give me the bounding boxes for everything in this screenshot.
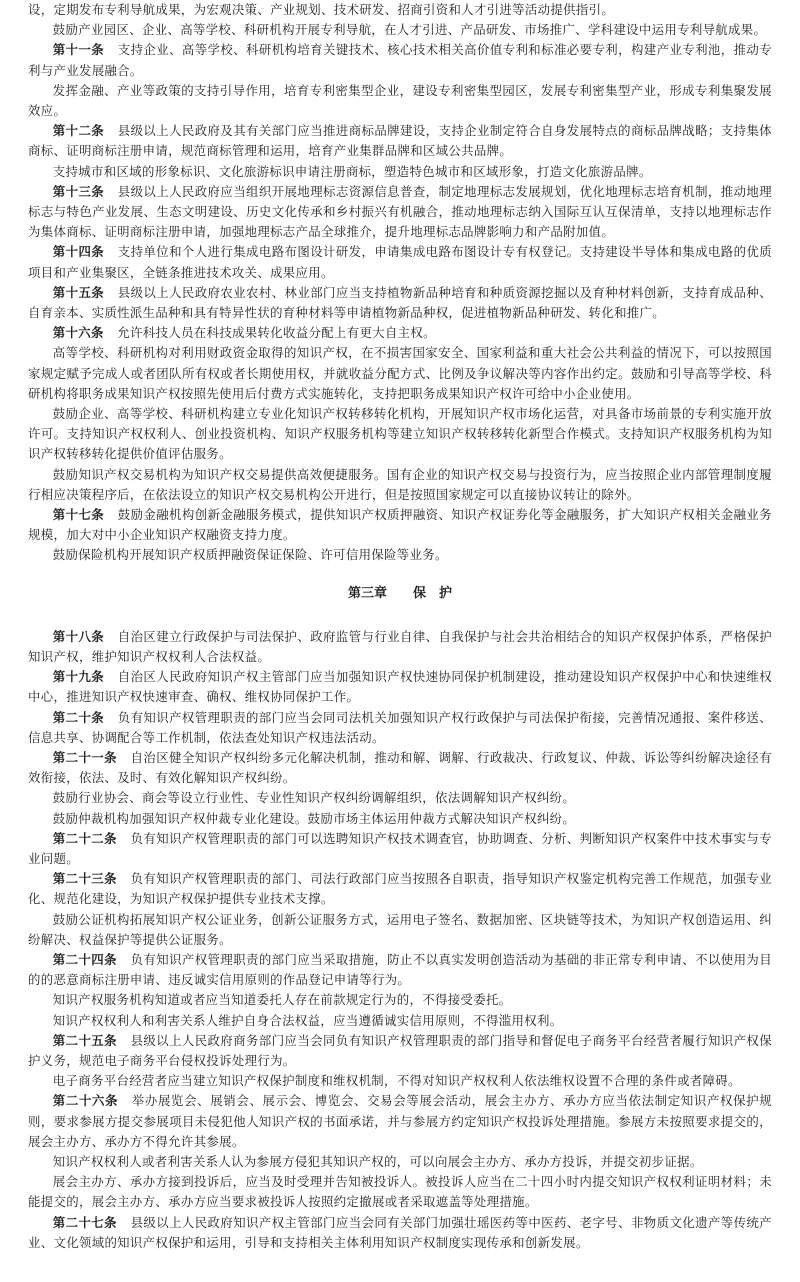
body-paragraph	[28, 20, 772, 40]
paragraph-text: 县级以上人民政府商务部门应当会同负有知识产权管理职责的部门指导和督促电子商务平台经营者履行知识产权保护义务，规范电子商务平台侵权投诉处理行为。	[28, 1032, 773, 1068]
article-number: 第十八条	[52, 628, 105, 644]
article-number: 第十三条	[52, 183, 105, 199]
article-number: 第二十二条	[52, 830, 117, 846]
paragraph-text: 县级以上人民政府应当组织开展地理标志资源信息普查，制定地理标志发展规划，优化地理标志培育机制，推动地理标志与特色产业发展、生态文明建设、历史文化传承和乡村振兴有机融合，推动地理标志纳入国际互认互保清单，支持以地理标志作为集体商标、证明商标注册申请，加强地理标志产品全球推介，提升地理标志品牌影响力和产品附加值。	[28, 183, 772, 240]
document-page	[28, 0, 772, 1253]
paragraph-text: 负有知识产权管理职责的部门应当会同司法机关加强知识产权行政保护与司法保护衔接，完善情况通报、案件移送、信息共享、协调配合等工作机制，依法查处知识产权违法活动。	[28, 709, 772, 745]
article-paragraph	[28, 708, 772, 748]
body-paragraph	[28, 788, 772, 808]
paragraph-text: 发挥金融、产业等政策的支持引导作用，培育专利密集型企业，建设专利密集型园区，发展专利密集型产业，形成专利集聚发展效应。	[28, 82, 772, 119]
paragraph-text: 县级以上人民政府农业农村、林业部门应当支持植物新品种培育和种质资源挖掘以及育种材料创新，支持育成品种、自育亲本、实质性派生品种和具有特异性状的育种材料等申请植物新品种权，促进植物新品种研发、转化和推广。	[28, 284, 772, 321]
paragraph-text: 负有知识产权管理职责的部门应当采取措施，防止不以真实发明创造活动为基础的非正常专利申请、不以使用为目的的恶意商标注册申请、违反诚实信用原则的作品登记申请等行为。	[28, 951, 773, 988]
paragraph-text: 负有知识产权管理职责的部门、司法行政部门应当按照各自职责，指导知识产权鉴定机构完善工作规范，加强专业化、规范化建设，为知识产权保护提供专业技术支撑。	[28, 871, 773, 907]
paragraph-text: 自治区建立行政保护与司法保护、政府监管与行业自律、自我保护与社会共治相结合的知识产权保护体系，严格保护知识产权，维护知识产权权利人合法权益。	[28, 628, 772, 664]
paragraph-text: 鼓励公证机构拓展知识产权公证业务，创新公证服务方式，运用电子签名、数据加密、区块链等技术，为知识产权创造运用、纠纷解决、权益保护等提供公证服务。	[28, 911, 772, 947]
paragraph-text: 鼓励企业、高等学校、科研机构建立专业化知识产权转移转化机构，开展知识产权市场化运营，对具备市场前景的专利实施开放许可。支持知识产权权利人、创业投资机构、知识产权服务机构等建立知识产权转移转化新型合作模式。支持知识产权服务机构为知识产权转移转化提供价值评估服务。	[28, 406, 772, 462]
paragraph-text: 设，定期发布专利导航成果，为宏观决策、产业规划、技术研发、招商引资和人才引进等活动提供指引。	[28, 2, 615, 17]
article-number: 第二十五条	[52, 1032, 117, 1048]
paragraph-text: 自治区人民政府知识产权主管部门应当加强知识产权快速协同保护机制建设，推动建设知识产权保护中心和快速维权中心，推进知识产权快速审查、确权、维权协同保护工作。	[28, 669, 772, 705]
paragraph-text: 展会主办方、承办方接到投诉后，应当及时受理并告知被投诉人。被投诉人应当在二十四小时内提交知识产权权利证明材料；未能提交的，展会主办方、承办方应当要求被投诉人按照约定撤展或者采取遮盖等处理措施。	[28, 1174, 772, 1210]
paragraph-text: 县级以上人民政府知识产权主管部门应当会同有关部门加强壮瑶医药等中医药、老字号、非物质文化遗产等传统产业、文化领域的知识产权保护和运用，引导和支持相关主体利用知识产权制度实现传承和创新发展。	[28, 1214, 773, 1250]
article-paragraph	[28, 182, 772, 243]
article-number: 第二十七条	[52, 1214, 117, 1230]
body-paragraph	[28, 343, 772, 404]
chapter-heading	[28, 584, 772, 604]
article-paragraph	[28, 1091, 772, 1152]
paragraph-text: 知识产权权利人和利害关系人维护自身合法权益，应当遵循诚实信用原则，不得滥用权利。	[52, 1012, 563, 1028]
paragraph-text: 举办展览会、展销会、展示会、博览会、交易会等展会活动，展会主办方、承办方应当依法制定知识产权保护规则，要求参展方提交参展项目未侵犯他人知识产权的书面承诺，并与参展方约定知识产权投诉处理措施。参展方未按照要求提交的，展会主办方、承办方不得允许其参展。	[28, 1093, 773, 1149]
article-paragraph	[28, 505, 772, 545]
article-paragraph	[28, 667, 772, 707]
article-number: 第十七条	[52, 507, 105, 523]
body-paragraph	[28, 809, 772, 829]
article-number: 第十六条	[52, 325, 104, 341]
article-paragraph	[28, 627, 772, 667]
body-paragraph	[28, 162, 772, 182]
body-paragraph	[28, 0, 772, 20]
article-number: 第二十一条	[52, 749, 117, 765]
paragraph-text: 支持单位和个人进行集成电路布图设计研发，申请集成电路布图设计专有权登记。支持建设半导体和集成电路的优质项目和产业集聚区，全链条推进技术攻关、成果应用。	[28, 244, 772, 280]
article-number: 第十四条	[52, 244, 105, 260]
article-paragraph	[28, 283, 772, 323]
article-paragraph	[28, 1213, 772, 1253]
body-paragraph	[28, 465, 772, 505]
body-paragraph	[28, 1071, 772, 1091]
paragraph-text: 鼓励仲裁机构加强知识产权仲裁专业化建设。鼓励市场主体运用仲裁方式解决知识产权纠纷。	[52, 810, 576, 826]
body-paragraph	[28, 910, 772, 950]
paragraph-text: 县级以上人民政府及其有关部门应当推进商标品牌建设，支持企业制定符合自身发展特点的商标品牌战略；支持集体商标、证明商标注册申请，规范商标管理和运用，培育产业集群品牌和区域公共品牌。	[28, 123, 772, 159]
body-paragraph	[28, 1152, 772, 1172]
paragraph-text: 高等学校、科研机构对利用财政资金取得的知识产权，在不损害国家安全、国家利益和重大社会公共利益的情况下，可以按照国家规定赋予完成人或者团队所有权或者长期使用权，并就收益分配方式、比例及争议解决等内容作出约定。鼓励和引导高等学校、科研机构将职务成果知识产权按照先使用后付费方式实施转化，支持把职务成果知识产权许可给中小企业使用。	[28, 345, 772, 401]
paragraph-text: 鼓励产业园区、企业、高等学校、科研机构开展专利导航，在人才引进、产品研发、市场推广、学科建设中运用专利导航成果。	[52, 22, 767, 38]
paragraph-text: 知识产权服务机构知道或者应当知道委托人存在前款规定行为的，不得接受委托。	[52, 992, 512, 1008]
article-paragraph	[28, 242, 772, 282]
paragraph-text: 鼓励行业协会、商会等设立行业性、专业性知识产权纠纷调解组织，依法调解知识产权纠纷。	[52, 790, 576, 806]
document-section-after	[28, 627, 772, 1253]
paragraph-text: 支持城市和区域的形象标识、文化旅游标识申请注册商标，塑造特色城市和区域形象，打造文化旅游品牌。	[52, 163, 652, 179]
article-number: 第二十四条	[52, 951, 117, 967]
paragraph-text: 支持企业、高等学校、科研机构培育关键技术、核心技术相关高价值专利和标准必要专利，构建产业专利池，推动专利与产业发展融合。	[28, 42, 772, 78]
article-number: 第十二条	[52, 123, 105, 139]
paragraph-text: 鼓励金融机构创新金融服务模式，提供知识产权质押融资、知识产权证券化等金融服务，扩大知识产权相关金融业务规模，加大对中小企业知识产权融资支持力度。	[28, 507, 772, 543]
article-paragraph	[28, 748, 772, 788]
article-number: 第二十六条	[52, 1093, 119, 1109]
paragraph-text: 自治区健全知识产权纠纷多元化解决机制，推动和解、调解、行政裁决、行政复议、仲裁、诉讼等纠纷解决途径有效衔接，依法、及时、有效化解知识产权纠纷。	[28, 749, 773, 786]
paragraph-text: 电子商务平台经营者应当建立知识产权保护制度和维权机制，不得对知识产权权利人依法维权设置不合理的条件或者障碍。	[52, 1073, 741, 1089]
body-paragraph	[28, 990, 772, 1010]
article-number: 第十五条	[52, 284, 105, 300]
paragraph-text: 知识产权权利人或者利害关系人认为参展方侵犯其知识产权的，可以向展会主办方、承办方投诉，并提交初步证据。	[52, 1153, 703, 1169]
paragraph-text: 允许科技人员在科技成果转化收益分配上有更大自主权。	[117, 325, 436, 341]
article-paragraph	[28, 1031, 772, 1071]
article-paragraph	[28, 40, 772, 80]
paragraph-text: 鼓励保险机构开展知识产权质押融资保证保险、许可信用保险等业务。	[52, 547, 448, 563]
article-number: 第十一条	[52, 42, 105, 58]
document-section-before	[28, 0, 772, 566]
article-number: 第十九条	[52, 669, 105, 685]
body-paragraph	[28, 81, 772, 121]
article-paragraph	[28, 323, 772, 343]
chapter-number: 第三章	[347, 585, 387, 601]
article-number: 第二十条	[52, 709, 105, 725]
article-number: 第二十三条	[52, 871, 117, 887]
article-paragraph	[28, 869, 772, 909]
chapter-title: 保 护	[413, 585, 453, 601]
body-paragraph	[28, 1011, 772, 1031]
body-paragraph	[28, 545, 772, 565]
article-paragraph	[28, 829, 772, 869]
article-paragraph	[28, 121, 772, 161]
article-paragraph	[28, 950, 772, 990]
paragraph-text: 负有知识产权管理职责的部门可以选聘知识产权技术调查官，协助调查、分析、判断知识产权案件中技术事实与专业问题。	[28, 830, 773, 866]
paragraph-text: 鼓励知识产权交易机构为知识产权交易提供高效便捷服务。国有企业的知识产权交易与投资行为，应当按照企业内部管理制度履行相应决策程序后，在依法设立的知识产权交易机构公开进行，但是按照国家规定可以直接协议转让的除外。	[28, 466, 772, 502]
body-paragraph	[28, 404, 772, 465]
body-paragraph	[28, 1172, 772, 1212]
